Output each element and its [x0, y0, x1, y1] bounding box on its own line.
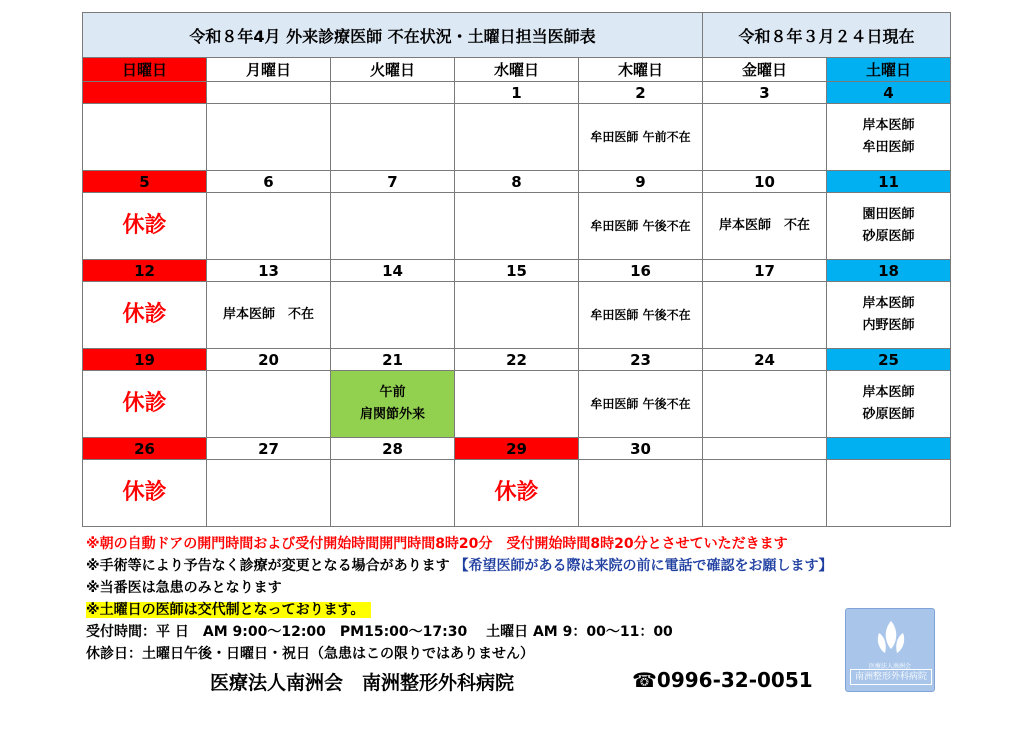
closed-label: 休診: [122, 480, 167, 505]
date-row: [83, 349, 951, 371]
doctor-entry: 岸本医師: [862, 296, 915, 311]
schedule-cell: [703, 460, 827, 527]
schedule-cell: [703, 282, 827, 349]
date-number: 6: [207, 171, 331, 193]
schedule-cell: [455, 282, 579, 349]
schedule-cell: [207, 193, 331, 260]
date-number: 8: [455, 171, 579, 193]
schedule-cell: [331, 371, 455, 438]
schedule-cell: [455, 193, 579, 260]
date-number: [827, 438, 951, 460]
date-number: 29: [455, 438, 579, 460]
schedule-cell: [827, 193, 951, 260]
date-row: [83, 171, 951, 193]
date-number: 10: [703, 171, 827, 193]
absence-note: 牟田医師 午後不在: [590, 397, 691, 411]
date-number: 9: [579, 171, 703, 193]
closed-label: 休診: [122, 302, 167, 327]
note-surgery-request: 【希望医師がある際は来院の前に電話で確認をお願します】: [454, 558, 833, 574]
doctor-entry: 岸本医師: [862, 118, 915, 133]
weekday-header: 土曜日: [827, 58, 951, 82]
doctor-entry: 肩関節外来: [359, 407, 425, 422]
weekday-header: 火曜日: [331, 58, 455, 82]
date-number: 11: [827, 171, 951, 193]
schedule-cell: [207, 371, 331, 438]
date-number: [703, 438, 827, 460]
hospital-logo: [845, 608, 935, 692]
doctor-entry: 砂原医師: [862, 407, 915, 422]
schedule-row: [83, 282, 951, 349]
weekday-header: 木曜日: [579, 58, 703, 82]
doctor-entry: 園田医師: [862, 207, 915, 222]
date-number: [207, 82, 331, 104]
note-saturday: [86, 599, 946, 621]
schedule-cell: [331, 282, 455, 349]
schedule-cell: [703, 371, 827, 438]
note-surgery: [86, 555, 946, 577]
doctor-entry: 岸本医師: [862, 385, 915, 400]
doctor-entry: 岸本医師 不在: [719, 218, 811, 233]
date-number: 21: [331, 349, 455, 371]
weekday-header: 月曜日: [207, 58, 331, 82]
date-number: 12: [83, 260, 207, 282]
schedule-row: [83, 104, 951, 171]
date-number: 5: [83, 171, 207, 193]
date-number: 30: [579, 438, 703, 460]
date-number: [331, 82, 455, 104]
date-number: 1: [455, 82, 579, 104]
schedule-cell: [331, 193, 455, 260]
date-number: 27: [207, 438, 331, 460]
note-saturday-highlight: ※土曜日の医師は交代制となっております。: [86, 602, 371, 618]
date-number: [83, 82, 207, 104]
schedule-cell: [455, 460, 579, 527]
calendar-sheet: [82, 12, 950, 527]
weekday-header-row: [83, 58, 951, 82]
absence-note: 牟田医師 午後不在: [590, 219, 691, 233]
note-duty: ※当番医は急患のみとなります: [86, 580, 282, 596]
schedule-cell: [579, 460, 703, 527]
schedule-cell: [827, 104, 951, 171]
schedule-cell: [579, 193, 703, 260]
doctor-entry: 牟田医師: [862, 140, 915, 155]
date-row: [83, 260, 951, 282]
date-number: 23: [579, 349, 703, 371]
date-number: 17: [703, 260, 827, 282]
schedule-cell: [207, 282, 331, 349]
absence-note: 牟田医師 午前不在: [590, 130, 691, 144]
date-number: 15: [455, 260, 579, 282]
weekday-header: 金曜日: [703, 58, 827, 82]
doctor-entry: 岸本医師 不在: [222, 307, 314, 322]
hospital-name: 医療法人南洲会 南洲整形外科病院: [210, 672, 515, 694]
date-number: 20: [207, 349, 331, 371]
schedule-cell: [579, 282, 703, 349]
schedule-cell: [455, 371, 579, 438]
date-number: 2: [579, 82, 703, 104]
schedule-cell: [83, 371, 207, 438]
schedule-row: [83, 193, 951, 260]
schedule-cell: [827, 371, 951, 438]
date-row: [83, 438, 951, 460]
as-of-date: 令和８年３月２４日現在: [703, 13, 951, 58]
schedule-cell: [703, 104, 827, 171]
date-number: 7: [331, 171, 455, 193]
schedule-row: [83, 460, 951, 527]
doctor-entry: 砂原医師: [862, 229, 915, 244]
page-title: 令和８年4月 外来診療医師 不在状況・土曜日担当医師表: [83, 13, 703, 58]
schedule-cell: [827, 282, 951, 349]
schedule-cell: [455, 104, 579, 171]
schedule-cell: [579, 104, 703, 171]
schedule-cell: [83, 460, 207, 527]
note-surgery-text: ※手術等により予告なく診療が変更となる場合があります: [86, 558, 450, 574]
calendar-table: [82, 12, 951, 527]
leaf-logo-icon: [874, 619, 908, 659]
closed-label: 休診: [122, 391, 167, 416]
schedule-cell: [331, 104, 455, 171]
absence-note: 牟田医師 午後不在: [590, 308, 691, 322]
weekday-header: 水曜日: [455, 58, 579, 82]
date-row: [83, 82, 951, 104]
date-number: 14: [331, 260, 455, 282]
note-door-time: ※朝の自動ドアの開門時間および受付開始時間開門時間8時20分 受付開始時間8時20分とさせていただきます: [86, 536, 788, 552]
schedule-cell: [83, 104, 207, 171]
weekday-header: 日曜日: [83, 58, 207, 82]
doctor-entry: 内野医師: [862, 318, 915, 333]
phone-number: ☎0996-32-0051: [632, 668, 813, 692]
date-number: 26: [83, 438, 207, 460]
schedule-row: [83, 371, 951, 438]
date-number: 16: [579, 260, 703, 282]
logo-hospital-name: 南洲整形外科病院: [850, 669, 932, 685]
date-number: 13: [207, 260, 331, 282]
date-number: 4: [827, 82, 951, 104]
date-number: 19: [83, 349, 207, 371]
note-reception-hours: 受付時間：平 日 AM 9:00～12:00 PM15:00～17:30 土曜日 AM 9：00～11：00: [86, 624, 673, 640]
date-number: 18: [827, 260, 951, 282]
date-number: 28: [331, 438, 455, 460]
title-row: [83, 13, 951, 58]
schedule-cell: [83, 282, 207, 349]
schedule-cell: [579, 371, 703, 438]
date-number: 22: [455, 349, 579, 371]
schedule-cell: [83, 193, 207, 260]
date-number: 24: [703, 349, 827, 371]
schedule-cell: [331, 460, 455, 527]
logo-org-name: 医療法人南洲会: [868, 663, 911, 670]
notes-section: [86, 533, 946, 665]
schedule-cell: [703, 193, 827, 260]
date-number: 25: [827, 349, 951, 371]
schedule-cell: [827, 460, 951, 527]
schedule-cell: [207, 460, 331, 527]
closed-label: 休診: [122, 213, 167, 238]
note-holidays: 休診日：土曜日午後・日曜日・祝日（急患はこの限りではありません）: [86, 646, 534, 662]
doctor-entry: 午前: [379, 385, 406, 400]
closed-label: 休診: [494, 480, 539, 505]
schedule-cell: [207, 104, 331, 171]
date-number: 3: [703, 82, 827, 104]
